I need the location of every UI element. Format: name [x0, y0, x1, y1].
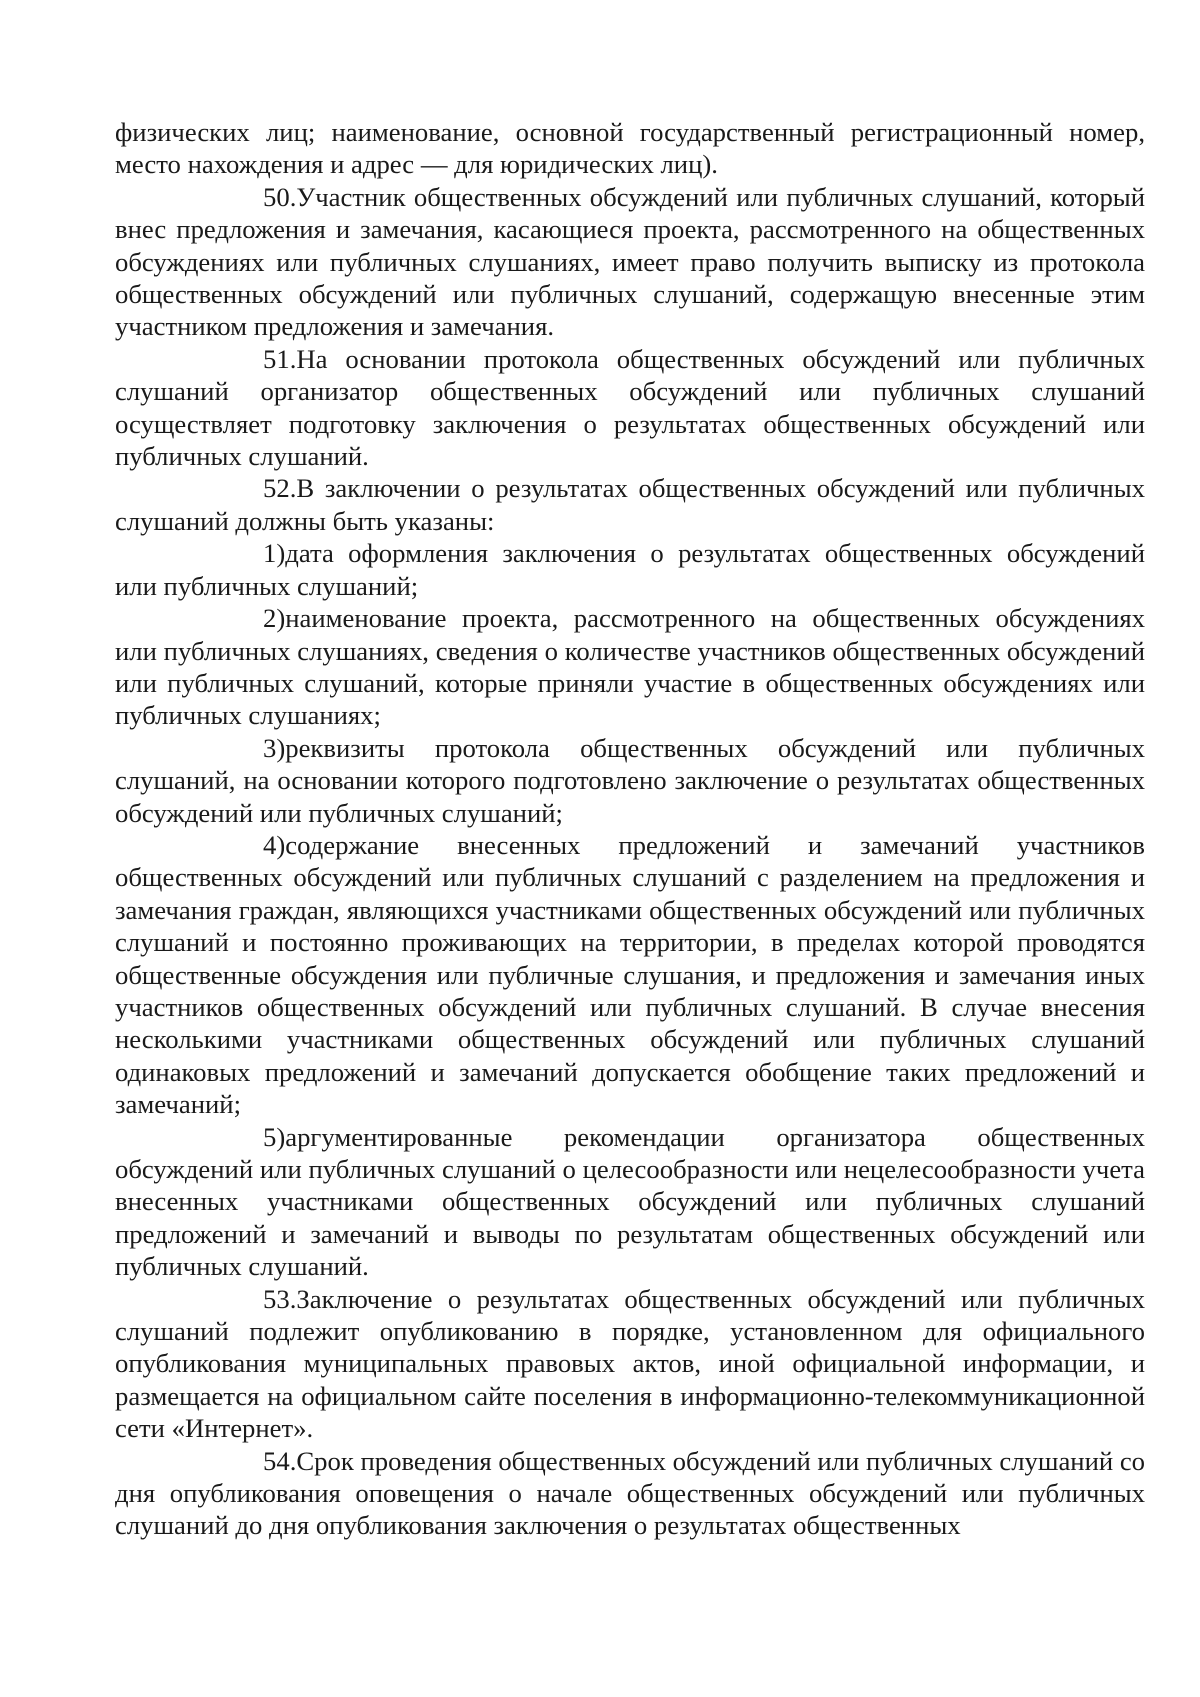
list-item-4: [115, 829, 1145, 1121]
list-item-text: реквизиты протокола общественных обсуждений или публичных слушаний, на основании которого подготовлено заключение о результатах общественных обсуждений или публичных слушаний;: [115, 732, 1145, 828]
intro-text: физических лиц; наименование, основной государственный регистрационный номер, место нахождения и адрес — для юридических лиц).: [115, 117, 1145, 180]
list-item-number: 3): [263, 732, 286, 763]
list-item-3: [115, 732, 1145, 829]
paragraph-number: 52.: [263, 473, 297, 504]
paragraph-53: [115, 1283, 1145, 1445]
paragraph-51: [115, 343, 1145, 473]
paragraph-50: [115, 181, 1145, 343]
paragraph-text: Участник общественных обсуждений или публичных слушаний, который внес предложения и замечания, касающиеся проекта, рассмотренного на общественных обсуждениях или публичных слушаниях, имеет право получить выписку из протокола общественных обсуждений или публичных слушаний, содержащую внесенные этим участником предложения и замечания.: [115, 181, 1145, 342]
paragraph-52: [115, 472, 1145, 537]
document-body: [115, 116, 1145, 1542]
paragraph-number: 53.: [263, 1283, 297, 1314]
paragraph-number: 51.: [263, 343, 297, 374]
list-item-number: 4): [263, 829, 286, 860]
paragraph-number: 50.: [263, 181, 297, 212]
paragraph-54: [115, 1445, 1145, 1542]
paragraph-number: 54.: [263, 1445, 297, 1476]
list-item-text: содержание внесенных предложений и замечаний участников общественных обсуждений или публичных слушаний с разделением на предложения и замечания граждан, являющихся участниками общественных обсуждений или публичных слушаний и постоянно проживающих на территории, в пределах которой проводятся общественные обсуждения или публичные слушания, и предложения и замечания иных участников общественных обсуждений или публичных слушаний. В случае внесения несколькими участниками общественных обсуждений или публичных слушаний одинаковых предложений и замечаний допускается обобщение таких предложений и замечаний;: [115, 829, 1145, 1120]
paragraph-text: В заключении о результатах общественных обсуждений или публичных слушаний должны быть указаны:: [115, 473, 1145, 536]
intro-paragraph: [115, 116, 1145, 181]
list-item-number: 1): [263, 538, 286, 569]
list-item-5: [115, 1121, 1145, 1283]
list-item-text: аргументированные рекомендации организатора общественных обсуждений или публичных слушаний о целесообразности или нецелесообразности учета внесенных участниками общественных обсуждений или публичных слушаний предложений и замечаний и выводы по результатам общественных обсуждений или публичных слушаний.: [115, 1121, 1145, 1282]
list-item-number: 2): [263, 603, 286, 634]
paragraph-text: Заключение о результатах общественных обсуждений или публичных слушаний подлежит опубликованию в порядке, установленном для официального опубликования муниципальных правовых актов, иной официальной информации, и размещается на официальном сайте поселения в информационно-телекоммуникационной сети «Интернет».: [115, 1283, 1145, 1444]
list-item-text: дата оформления заключения о результатах общественных обсуждений или публичных слушаний;: [115, 538, 1145, 601]
list-item-text: наименование проекта, рассмотренного на общественных обсуждениях или публичных слушаниях, сведения о количестве участников общественных обсуждений или публичных слушаний, которые приняли участие в общественных обсуждениях или публичных слушаниях;: [115, 603, 1145, 731]
list-item-number: 5): [263, 1121, 286, 1152]
list-item-2: [115, 602, 1145, 732]
list-item-1: [115, 537, 1145, 602]
paragraph-text: Срок проведения общественных обсуждений или публичных слушаний со дня опубликования оповещения о начале общественных обсуждений или публичных слушаний до дня опубликования заключения о результатах общественных: [115, 1445, 1146, 1541]
paragraph-text: На основании протокола общественных обсуждений или публичных слушаний организатор общественных обсуждений или публичных слушаний осуществляет подготовку заключения о результатах общественных обсуждений или публичных слушаний.: [115, 343, 1145, 472]
